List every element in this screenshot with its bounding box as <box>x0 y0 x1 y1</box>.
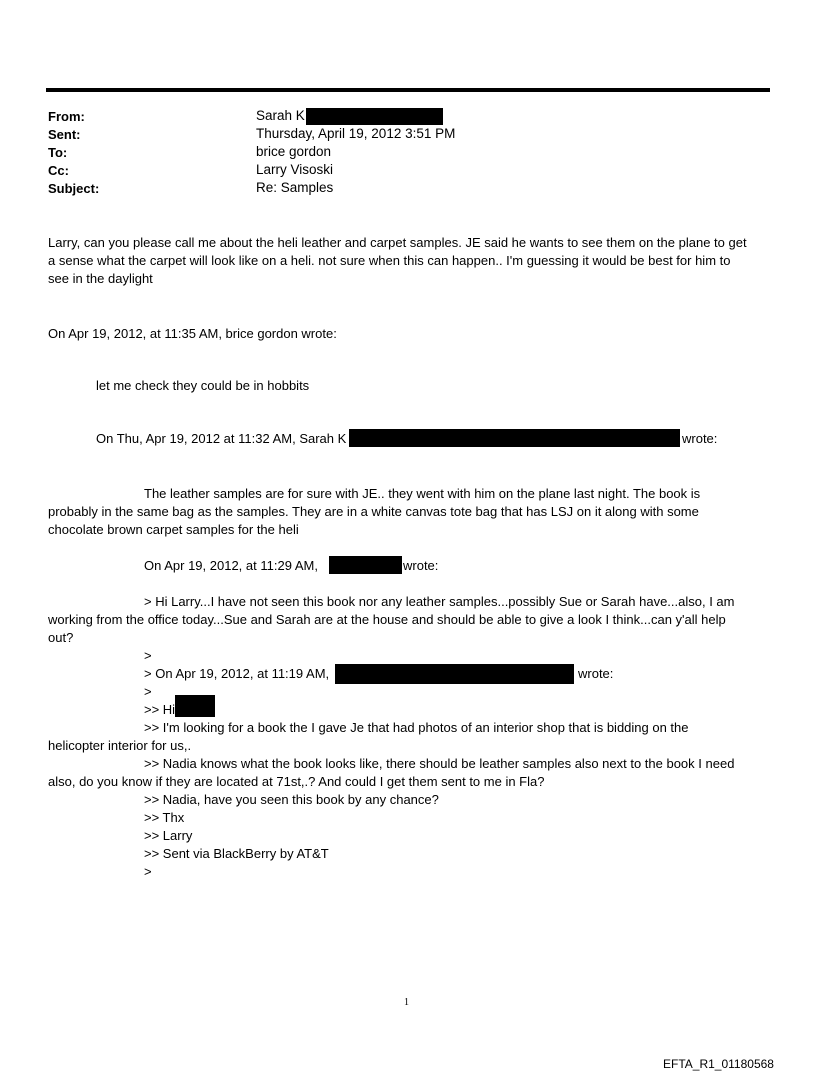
cc-label: Cc: <box>48 163 69 178</box>
quote-line: > <box>144 648 152 663</box>
body-line: see in the daylight <box>48 271 153 286</box>
quote-attribution: On Apr 19, 2012, at 11:35 AM, brice gordon wrote: <box>48 326 337 341</box>
quote-line: The leather samples are for sure with JE.. they went with him on the plane last night. The book is <box>144 486 701 501</box>
quote-line: working from the office today...Sue and Sarah are at the house and should be able to give a look I think...can y'all help <box>48 612 726 627</box>
quote-line: > <box>144 864 152 879</box>
quote-line: >> Sent via BlackBerry by AT&T <box>144 846 329 861</box>
redaction-box <box>349 429 680 447</box>
quote-line: helicopter interior for us,. <box>48 738 192 753</box>
cc-value: Larry Visoski <box>256 162 334 177</box>
quote-line: >> I'm looking for a book the I gave Je that had photos of an interior shop that is bidding on the <box>144 720 689 735</box>
to-value: brice gordon <box>256 144 332 159</box>
quote-line: > Hi Larry...I have not seen this book nor any leather samples...possibly Sue or Sarah have...also, I am <box>144 594 735 609</box>
quote-line: >> Thx <box>144 810 185 825</box>
redaction-box <box>335 664 574 684</box>
quote-attribution-tail: wrote: <box>403 558 439 573</box>
from-value: Sarah K <box>256 108 305 123</box>
header-rule <box>46 88 770 92</box>
quote-line: >> Larry <box>144 828 193 843</box>
from-label: From: <box>48 109 85 124</box>
quote-line: probably in the same bag as the samples. They are in a white canvas tote bag that has LSJ on it along with some <box>48 504 699 519</box>
sent-value: Thursday, April 19, 2012 3:51 PM <box>256 126 456 141</box>
bates-number: EFTA_R1_01180568 <box>663 1057 774 1071</box>
body-line: a sense what the carpet will look like on a heli. not sure when this can happen.. I'm guessing it would be best for him to <box>48 253 731 268</box>
quote-line: > <box>144 684 152 699</box>
redaction-box <box>306 108 443 125</box>
quote-line: >> Hi <box>144 702 176 717</box>
quote-line: >> Nadia, have you seen this book by any chance? <box>144 792 439 807</box>
quote-attribution: > On Apr 19, 2012, at 11:19 AM, <box>144 666 330 681</box>
body-line: Larry, can you please call me about the heli leather and carpet samples. JE said he wants to see them on the plane to get <box>48 235 747 250</box>
quote-line: out? <box>48 630 74 645</box>
subject-value: Re: Samples <box>256 180 334 195</box>
quote-attribution-tail: wrote: <box>682 431 718 446</box>
quote-line: also, do you know if they are located at 71st,.? And could I get them sent to me in Fla? <box>48 774 545 789</box>
redaction-box <box>329 556 402 574</box>
quote-attribution: On Apr 19, 2012, at 11:29 AM, <box>144 558 318 573</box>
subject-label: Subject: <box>48 181 100 196</box>
quote-line: >> Nadia knows what the book looks like, there should be leather samples also next to the book I need <box>144 756 735 771</box>
quote-attribution: On Thu, Apr 19, 2012 at 11:32 AM, Sarah K <box>96 431 347 446</box>
page-number: 1 <box>404 997 409 1008</box>
to-label: To: <box>48 145 68 160</box>
redaction-box <box>175 695 215 717</box>
sent-label: Sent: <box>48 127 81 142</box>
quote-line: let me check they could be in hobbits <box>96 378 310 393</box>
quote-line: chocolate brown carpet samples for the heli <box>48 522 299 537</box>
quote-attribution-tail: wrote: <box>578 666 614 681</box>
